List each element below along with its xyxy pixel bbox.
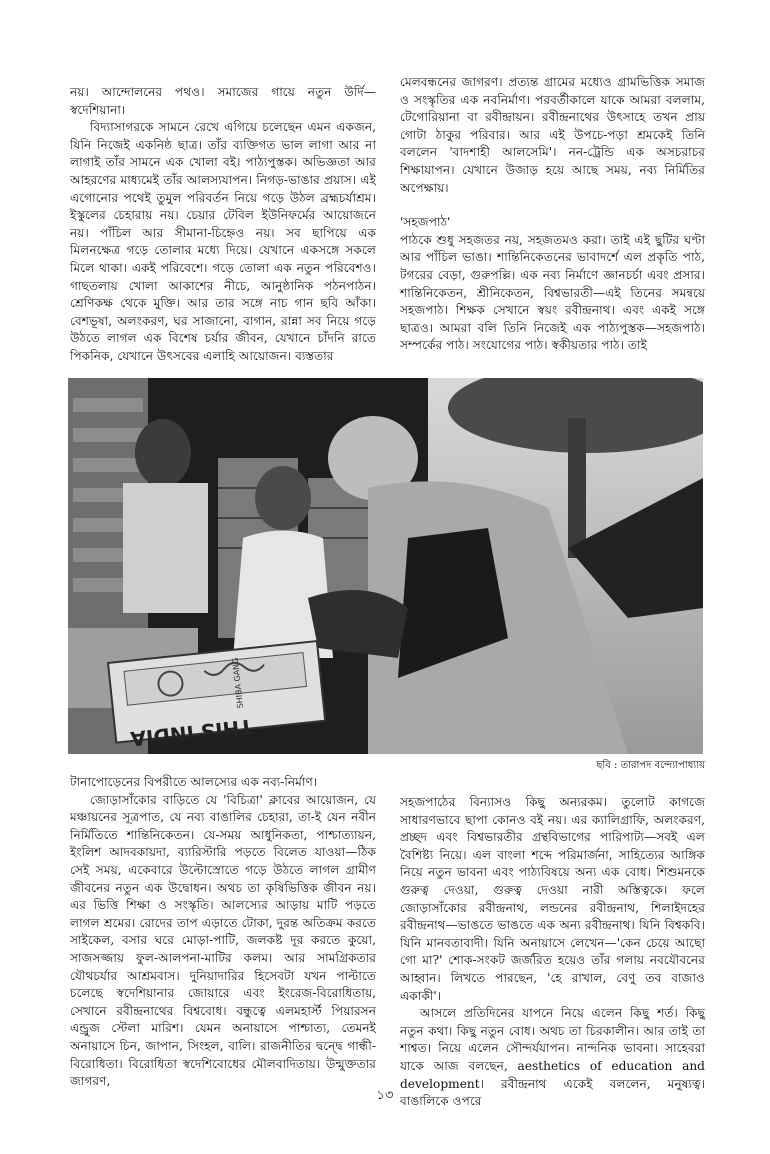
paragraph: টানাপোড়েনের বিপরীতে আলস্যের এক নব্য-নির্মাণ।	[70, 775, 318, 789]
text-column-bottom-left	[70, 774, 376, 1091]
text-column-top-left	[70, 84, 376, 366]
paragraph: মেলবন্ধনের জাগরণ। প্রত্যন্ত গ্রামের মধ্যেও গ্রামভিত্তিক সমাজ ও সংস্কৃতির এক নবনির্মাণ। পরবর্তীকালে যাকে আমরা বললাম, টেগোরিয়ানা বা রবীন্দ্রায়ন। রবীন্দ্রনাথের উৎসাহে তখন প্রায় গোটা ঠাকুর পরিবার। আর এই উপচে-পড়া শ্রমকেই তিনি বললেন 'বাদশাহী আলসেমি'। নন-ট্রেন্ডি এক অসচরাচর শিক্ষাযাপন। যেখানে উজাড় হয়ে আছে সময়, নব্য নির্মিতির অপেক্ষায়।	[400, 75, 705, 195]
text-column-top-right	[400, 74, 705, 355]
paragraph: পাঠকে শুধু সহজতর নয়, সহজতমও করা। তাই এই ছুটির ঘণ্টা আর পাঁচিল ভাঙা। শান্তিনিকেতনের ভাবাদর্শে এল প্রকৃতি পাঠ, টগরের বেড়া, গুরুপল্লি। এক নব্য নির্মাণে জ্ঞানচর্চা এবং প্রসার। শান্তিনিকেতন, শ্রীনিকেতন, বিশ্বভারতী—এই তিনের সমন্বয়ে সহজপাঠ। শিক্ষক সেখানে স্বয়ং রবীন্দ্রনাথ। এবং একই সঙ্গে ছাত্রও। আমরা বলি তিনি নিজেই এক পাঠ্যপুস্তক—সহজপাঠ। সম্পর্কের পাঠ। সংযোগের পাঠ। স্বকীয়তার পাঠ। তাই	[400, 232, 705, 353]
paragraph: জোড়াসাঁকোর বাড়িতে যে 'বিচিত্রা' ক্লাবের আয়োজন, যে মঞ্চায়নের সূত্রপাত, যে নব্য বাঙালির চেহারা, তা-ই যেন নবীন নির্মিতিতে শান্তিনিকেতন। যে-সময় আধুনিকতা, পাশ্চাত্যায়ন, ইংলিশ আদবকায়দা, ব্যারিস্টারি পড়তে বিলেত যাওয়া—ঠিক সেই সময়, একেবারে উল্টোস্রোতে গড়ে উঠতে লাগল গ্রামীণ জীবনের নতুন এক উদ্বোধন। অথচ তা কৃষিভিত্তিক জীবন নয়। এর ভিত্তি শিক্ষা ও সংস্কৃতি। আলস্যের আড়ায় মাটি পড়তে লাগল শ্রমের। রোদের তাপ এড়াতে টোকা, দুরন্ত অতিক্রম করতে সাইকেল, বসার ঘরে মোড়া-পাটি, জলকষ্ট দূর করতে কুয়ো, সাজসজ্জায় ফুল-আলপনা-মাটির কলম। আর সামগ্রিকতার যৌথচর্যার আশ্রমবাস। দুনিয়াদারির হিসেবটা যখন পাল্টাতে চলেছে স্বদেশিয়ানার জোয়ারে এবং ইংরেজ-বিরোধিতায়, সেখানে রবীন্দ্রনাথের বিশ্ববোধ। বন্ধুত্বে এলমহার্স্ট পিয়ারসন এন্ড্রুজ স্টেলা মারিশ। যেমন অনায়াসে পাশ্চাত্য, তেমনই অনায়াসে চিন, জাপান, সিংহল, বালি। রাজনীতির দ্বন্দ্বে গান্ধী-বিরোধিতা। বিরোধিতা স্বদেশিবোধের মৌলবাদিতায়। উন্মুক্ততার জাগরণ,	[70, 792, 376, 1089]
bookstall-photo	[68, 378, 703, 754]
section-heading: 'সহজপাঠ'	[400, 215, 451, 230]
leather-goods	[308, 590, 408, 658]
page-number: ১৩	[376, 1088, 394, 1103]
paragraph: সহজপাঠের বিন্যাসও কিছু অন্যরকম। তুলোট কাগজে সাধারণভাবে ছাপা কোনও বই নয়। এর ক্যালিগ্রাফি, অলংকরণ, প্রচ্ছদ এবং বিশ্বভারতীর গ্রন্থবিভাগের পারিপাট্য—সবই এল বৈশিষ্ট্য নিয়ে। এল বাংলা শব্দে পরিমার্জনা, সাহিত্যের আঙ্গিক নিয়ে নতুন ভাবনা এবং পাঠ্যবিষয়ে অন্য এক বোধ। শিশুমনকে গুরুত্ব দেওয়া, গুরুত্ব দেওয়া নারী অস্তিত্বকে। ফলে জোড়াসাঁকোর রবীন্দ্রনাথ, লন্ডনের রবীন্দ্রনাথ, শিলাইদহের রবীন্দ্রনাথ—ভাঙতে ভাঙতে এক অন্য রবীন্দ্রনাথ। যিনি বিশ্বকবি। যিনি মানবতাবাদী। যিনি অনায়াসে লেখেন—'কেন চেয়ে আছো গো মা?' শোক-সংকট জর্জরিত হয়েও তাঁর গলায় নবযৌবনের আহ্বান। লিখতে পারছেন, 'হে রাখাল, বেণু তব বাজাও একাকী'।	[400, 795, 705, 1003]
photo-caption: ছবি : তারাপদ বন্দ্যোপাধ্যায়	[596, 760, 705, 771]
text-column-bottom-right	[400, 794, 705, 1111]
man-left-shirt	[123, 483, 208, 613]
man-left-head	[135, 419, 191, 487]
shopkeeper-head	[255, 466, 311, 530]
photo-illustration	[68, 378, 703, 754]
tree-trunk	[568, 418, 586, 558]
paragraph: বিদ্যাসাগরকে সামনে রেখে এগিয়ে চলেছেন এমন একজন, যিনি নিজেই একনিষ্ঠ ছাত্র। তাঁর ব্যক্তিগত ভাল লাগা আর না লাগাই তাঁর সামনে এক খোলা বই। পাঠ্যপুস্তক। অভিজ্ঞতা আর আহরণের মাধ্যমেই তাঁর আলস্যযাপন। নিগড়-ভাঙার প্রয়াস। এই এগোনোর পথেই তুমুল পরিবর্তন নিয়ে গড়ে উঠল ব্রহ্মচর্যাশ্রম। ইস্কুলের চেহারায় নয়। চেয়ার টেবিল ইউনিফর্মের আয়োজনে নয়। পাঁচিল আর সীমানা-চিহ্নেও নয়। সব ছাপিয়ে এক মিলনক্ষেত্র গড়ে তোলার মধ্যে দিয়ে। যেখানে একসঙ্গে সকলে মিলে থাকা। একই পরিবেশে। গড়ে তোলা এক নতুন পরিবেশও। গাছতলায় খোলা আকাশের নীচে, আনুষ্ঠানিক পঠনপাঠন। শ্রেণিকক্ষ থেকে মুক্তি। আর তার সঙ্গে নাচ গান ছবি আঁকা। বেশভূষা, অলংকরণ, ঘর সাজানো, বাগান, রান্না সব নিয়ে গড়ে উঠতে লাগল এক বিশেষ চর্যার জীবন, যেখানে চাঁদনি রাতে পিকনিক, যেখানে উৎসবের এলাহি আয়োজন। ব্যস্ততার	[70, 120, 376, 363]
book-title-text: THIS INDIA	[129, 714, 255, 752]
paragraph: আসলে প্রতিদিনের যাপনে নিয়ে এলেন কিছু শর্ত। কিছু নতুন কথা। কিছু নতুন বোধ। অথচ তা চিরকালীন। আর তাই তা শাশ্বত। নিয়ে এলেন সৌন্দর্যযাপন। নান্দনিক ভাবনা। সাহেবরা যাকে আজ বলছেন, aesthetics of education and development। রবীন্দ্রনাথ একেই বললেন, মনুষ্যত্ব। বাঙালিকে ওপরে	[400, 1006, 705, 1109]
paragraph: নয়। আন্দোলনের পথও। সমাজের গায়ে নতুন উর্দি—স্বদেশিয়ানা।	[70, 85, 376, 117]
book-spine-text: SHIBA GANG	[230, 657, 245, 709]
